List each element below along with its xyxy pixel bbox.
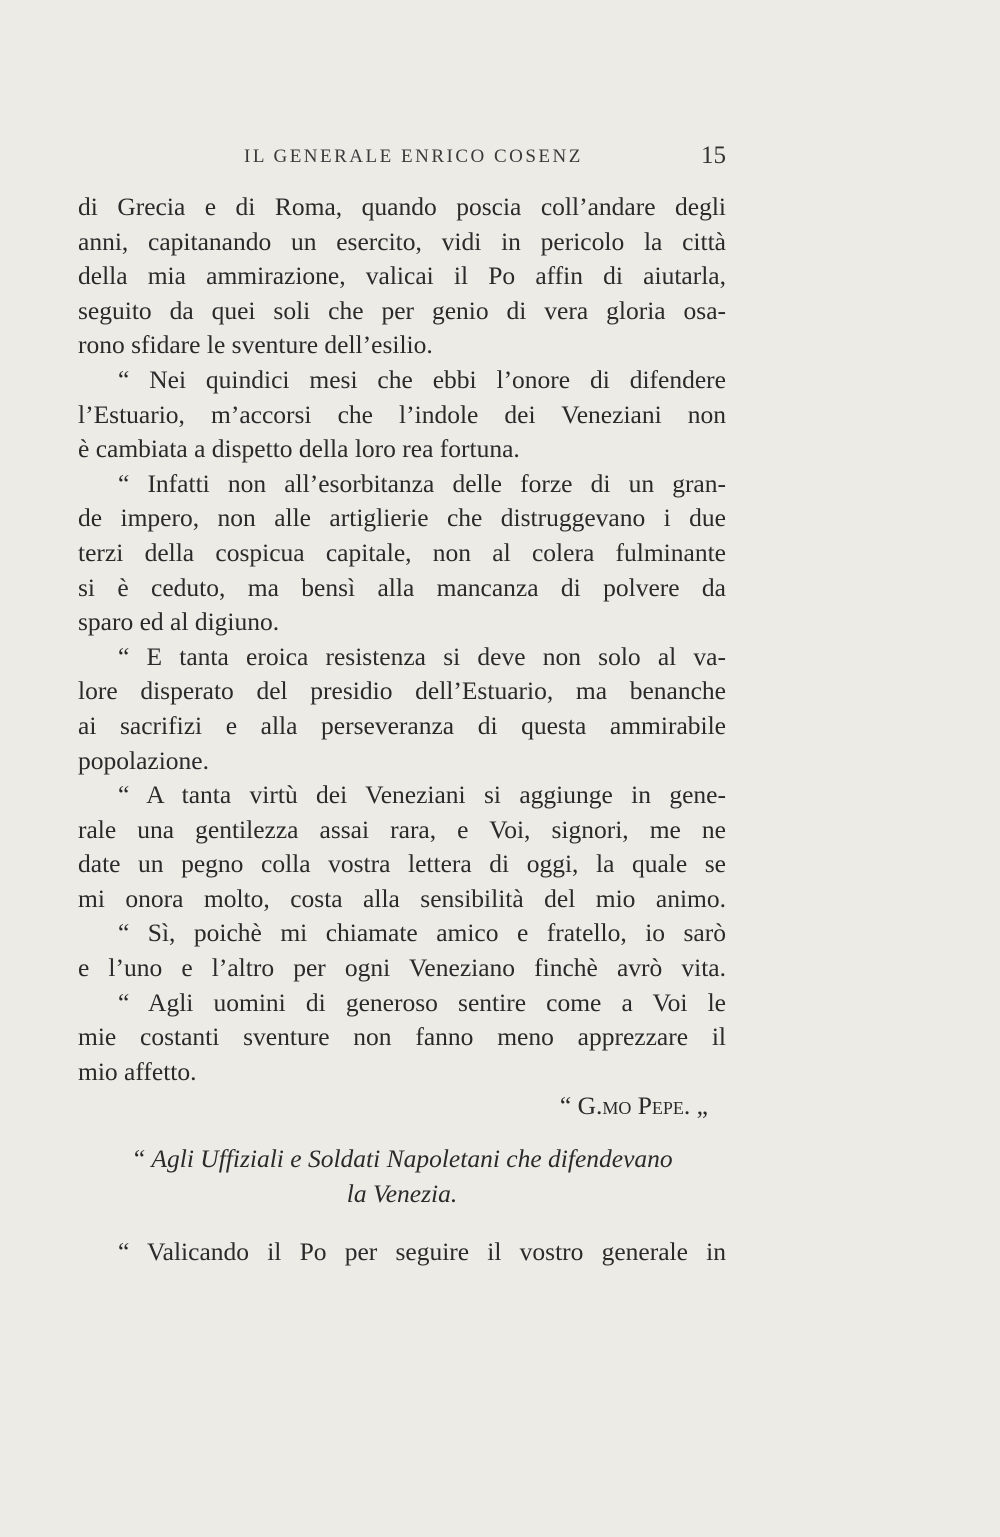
text-line: seguito da quei soli che per genio di vera gloria osa- bbox=[78, 295, 726, 325]
body-text bbox=[78, 190, 726, 1270]
signature: “ G.mo Pepe. „ bbox=[559, 1091, 708, 1121]
text-line: lore disperato del presidio dell’Estuario, ma benanche bbox=[78, 676, 726, 706]
text-line: “ Nei quindici mesi che ebbi l’onore di difendere bbox=[118, 364, 726, 394]
text-line: sparo ed al digiuno. bbox=[78, 607, 280, 637]
text-line: popolazione. bbox=[78, 745, 209, 775]
text-line: e l’uno e l’altro per ogni Veneziano finchè avrò vita. bbox=[78, 953, 726, 983]
text-line: di Grecia e di Roma, quando poscia coll’andare degli bbox=[78, 192, 726, 221]
text-line: della mia ammirazione, valicai il Po affin di aiutarla, bbox=[78, 261, 726, 291]
text-line: anni, capitanando un esercito, vidi in pericolo la città bbox=[78, 226, 726, 256]
text-line: rale una gentilezza assai rara, e Voi, signori, me ne bbox=[78, 814, 726, 844]
page-header bbox=[78, 142, 726, 176]
text-line: “ E tanta eroica resistenza si deve non solo al va- bbox=[118, 641, 726, 671]
text-line: “ Infatti non all’esorbitanza delle forze di un gran- bbox=[118, 468, 726, 498]
text-line: “ A tanta virtù dei Veneziani si aggiunge in gene- bbox=[118, 780, 726, 810]
text-line: mi onora molto, costa alla sensibilità del mio animo. bbox=[78, 883, 726, 913]
text-line: l’Estuario, m’accorsi che l’indole dei Veneziani non bbox=[78, 399, 726, 429]
text-line: “ Agli uomini di generoso sentire come a Voi le bbox=[118, 987, 726, 1017]
page-number: 15 bbox=[701, 142, 726, 169]
text-line: terzi della cospicua capitale, non al colera fulminante bbox=[78, 537, 726, 567]
text-line: rono sfidare le sventure dell’esilio. bbox=[78, 330, 433, 360]
text-line: date un pegno colla vostra lettera di oggi, la quale se bbox=[78, 849, 726, 879]
running-title: IL GENERALE ENRICO COSENZ bbox=[244, 146, 583, 167]
text-line: “ Sì, poichè mi chiamate amico e fratello, io sarò bbox=[118, 918, 726, 948]
dedication-heading bbox=[78, 1142, 726, 1211]
dedication-line: “ Agli Uffiziali e Soldati Napoletani che difendevano bbox=[131, 1144, 673, 1174]
text-line: mie costanti sventure non fanno meno apprezzare il bbox=[78, 1022, 726, 1052]
text-line: de impero, non alle artiglierie che distruggevano i due bbox=[78, 503, 726, 533]
text-line: “ Valicando il Po per seguire il vostro generale in bbox=[118, 1237, 726, 1267]
text-line: si è ceduto, ma bensì alla mancanza di polvere da bbox=[78, 572, 726, 602]
text-line: mio affetto. bbox=[78, 1056, 197, 1086]
text-line: è cambiata a dispetto della loro rea fortuna. bbox=[78, 434, 520, 464]
text-line: ai sacrifizi e alla perseveranza di questa ammirabile bbox=[78, 710, 726, 740]
dedication-line: la Venezia. bbox=[346, 1178, 458, 1208]
